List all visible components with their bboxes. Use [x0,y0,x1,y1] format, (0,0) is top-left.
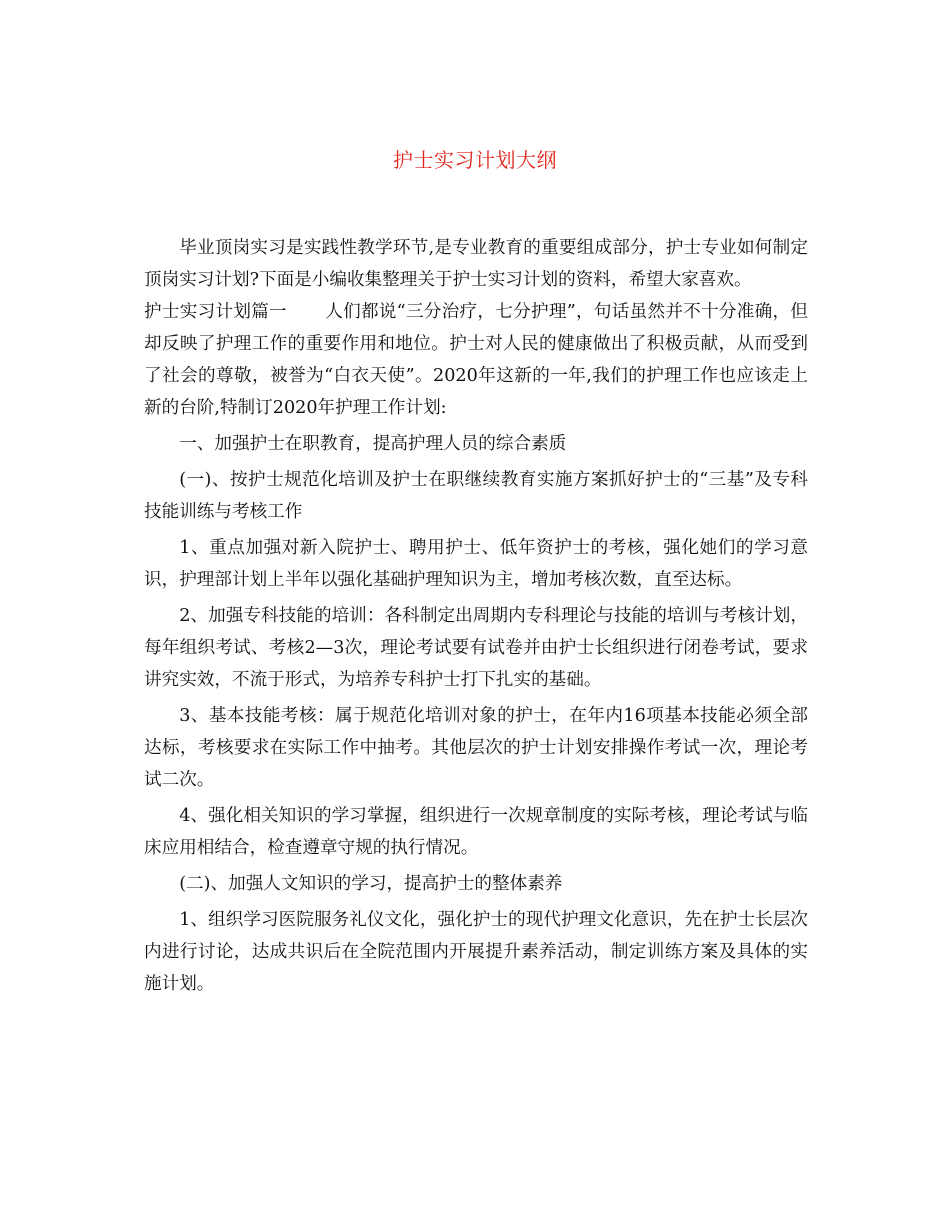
list-item-2: 2、加强专科技能的培训：各科制定出周期内专科理论与技能的培训与考核计划，每年组织考试、考核2—3次，理论考试要有试卷并由护士长组织进行闭卷考试，要求讲究实效，不流于形式，为培养专科护士打下扎实的基础。 [144,606,808,690]
document-body [144,232,808,1000]
section-label: 护士实习计划篇一 [144,302,287,322]
intro-paragraph: 毕业顶岗实习是实践性教学环节,是专业教育的重要组成部分，护士专业如何制定顶岗实习计划?下面是小编收集整理关于护士实习计划的资料，希望大家喜欢。 [144,238,808,290]
list-item-5: 1、组织学习医院服务礼仪文化，强化护士的现代护理文化意识，先在护士长层次内进行讨论，达成共识后在全院范围内开展提升素养活动，制定训练方案及具体的实施计划。 [144,910,808,994]
sub-heading-1: (一)、按护士规范化培训及护士在职继续教育实施方案抓好护士的“三基”及专科技能训练与考核工作 [144,470,808,522]
document-title: 护士实习计划大纲 [393,148,557,172]
list-item-3: 3、基本技能考核：属于规范化培训对象的护士，在年内16项基本技能必须全部达标，考核要求在实际工作中抽考。其他层次的护士计划安排操作考试一次，理论考试二次。 [144,706,808,790]
section-text: 人们都说“三分治疗，七分护理”，句话虽然并不十分准确，但却反映了护理工作的重要作用和地位。护士对人民的健康做出了积极贡献，从而受到了社会的尊敬，被誉为“白衣天使”。2020年这新的一年,我们的护理工作也应该走上新的台阶,特制订2020年护理工作计划: [144,302,808,418]
list-item-4: 4、强化相关知识的学习掌握，组织进行一次规章制度的实际考核，理论考试与临床应用相结合，检查遵章守规的执行情况。 [144,806,808,858]
sub-heading-2: (二)、加强人文知识的学习，提高护士的整体素养 [179,874,563,894]
list-item-1: 1、重点加强对新入院护士、聘用护士、低年资护士的考核，强化她们的学习意识，护理部计划上半年以强化基础护理知识为主，增加考核次数，直至达标。 [144,538,808,590]
heading-1: 一、加强护士在职教育，提高护理人员的综合素质 [179,434,567,454]
section-paragraph [144,296,808,424]
